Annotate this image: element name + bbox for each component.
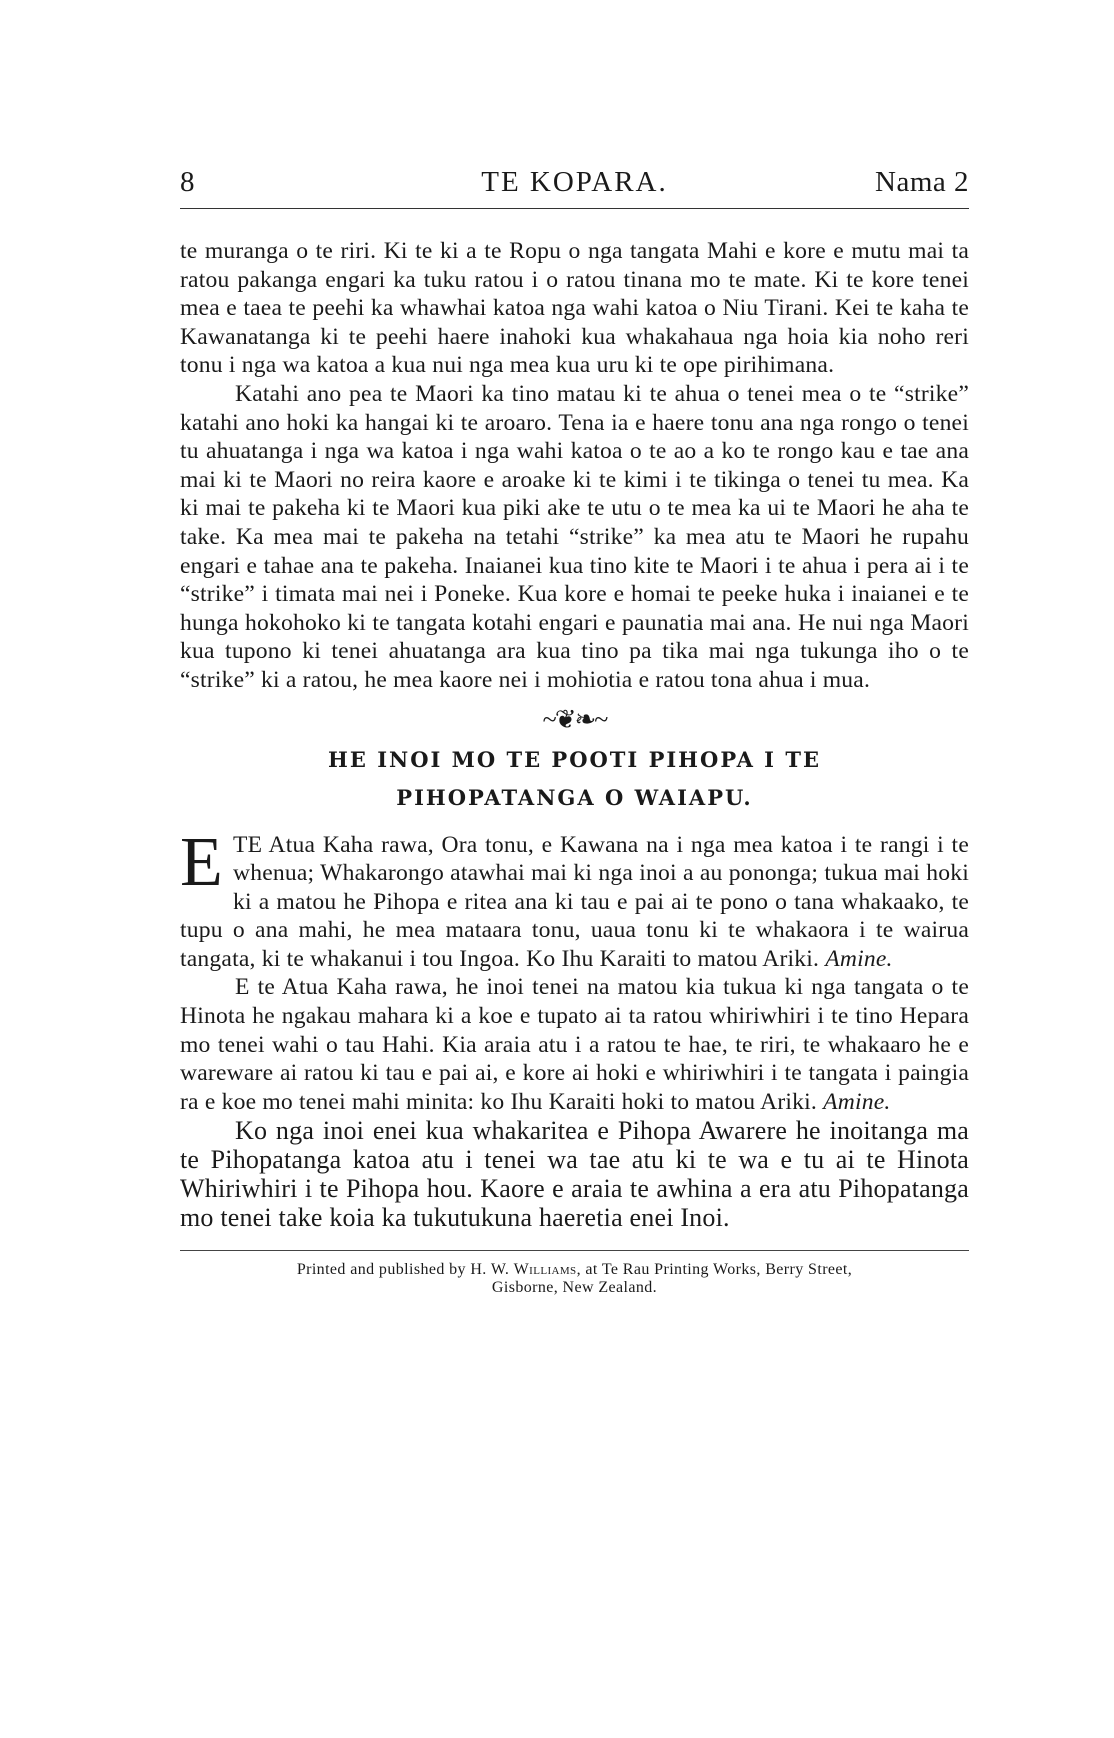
imprint-prefix: Printed and published by H. W. <box>296 1261 514 1279</box>
imprint-suffix: , at Te Rau Printing Works, Berry Street, <box>576 1261 853 1279</box>
section-heading <box>180 741 969 817</box>
paragraph-2: Katahi ano pea te Maori ka tino matau ki te ahua o tenei mea o te “strike” katahi ano hoki ka hangai ki te aroaro. Tena ia e haere tonu ana nga rongo o tenei tu ahuatanga i nga wa katoa i nga wahi katoa o te ao a ko te rongo kau e tae ana mai ki te Maori no reira kaore e aroake ki te kimi i te tikinga o tenei tu mea. Ka ki mai te pakeha ki te Maori kua piki ake te utu o te mea ka ui te Maori he aha te take. Ka mea mai te pakeha na tetahi “strike” ka mea atu te Maori he rupahu engari e tahae ana te pakeha. Inaianei kua tino kite te Maori i te ahua i pera ai i te “strike” i timata mai nei i Poneke. Kua kore e homai te peeke huka i inaianei e te hunga hokohoko ki te tangata kotahi engari e paunatia mai ana. He nui nga Maori kua tupono ki tenei ahuatanga ara kua tino pa tika mai nga tukunga iho o te “strike” ki a ratou, he mea kaore nei i mohiotia e ratou tona ahua i mua. <box>180 380 969 693</box>
prayer-2-text: E te Atua Kaha rawa, he inoi tenei na matou kia tukua ki nga tangata o te Hinota he ngakau mahara ki a koe e tupato ai ta ratou whiriwhiri i te tino Hepara mo tenei wahi o tau Hahi. Kia araia atu i a ratou te hae, te riri, te whakaaro he e wareware ai ratou ki tau e pai ai, e kore ai hoki e whiriwhiri i te tangata i paingia ra e koe mo tenei mahi minita: ko Ihu Karaiti hoki to matou Ariki. <box>180 974 969 1115</box>
running-head <box>180 160 969 204</box>
heading-line-2: PIHOPATANGA O WAIAPU. <box>396 784 753 810</box>
footer-rule <box>180 1250 969 1251</box>
printer-name: Williams <box>513 1261 577 1279</box>
ornament-divider: ~❦❧~ <box>542 704 607 734</box>
closing-paragraph: Ko nga inoi enei kua whakaritea e Pihopa Awarere he inoitanga ma te Pihopatanga katoa atu i tenei wa tae atu ki te wa e tu ai te Hinota Whiriwhiri i te Pihopa hou. Kaore e araia te awhina a era atu Pihopatanga mo tenei take koia ka tukutukuna haeretia enei Inoi. <box>180 1116 969 1233</box>
prayer-2 <box>180 973 969 1116</box>
page-number: 8 <box>180 166 195 198</box>
article-body <box>180 237 969 695</box>
imprint-line-1 <box>180 1261 969 1279</box>
journal-title: TE KOPARA. <box>481 166 668 198</box>
imprint <box>180 1261 969 1297</box>
drop-cap: E <box>180 823 223 901</box>
prayer-1 <box>180 823 969 974</box>
amen-2: Amine. <box>823 1088 891 1115</box>
heading-line-1: HE INOI MO TE POOTI PIHOPA I TE <box>328 746 821 772</box>
amen-1: Amine. <box>825 945 893 972</box>
paragraph-1: te muranga o te riri. Ki te ki a te Ropu o nga tangata Mahi e kore e mutu mai ta ratou pakanga engari ka tuku ratou i o ratou tinana mo te mate. Ki te kore tenei mea e taea te peehi ka whawhai katoa nga wahi katoa o Niu Tirani. Kei te kaha te Kawanatanga ki te peehi haere inahoki kua whakahaua nga hoia kia noho reri tonu i nga wa katoa a kua nui nga mea kua uru ki te ope pirihimana. <box>180 238 969 379</box>
prayer-1-text: TE Atua Kaha rawa, Ora tonu, e Kawana na i nga mea katoa i te rangi i te whenua; Whakarongo atawhai mai ki nga inoi a au pononga; tukua mai hoki ki a matou he Pihopa e ritea ana ki tau e pai ai te pono o tana whakaako, te tupu o ana mahi, he mea mataara tonu, uaua tonu ki te whakaora i te wairua tangata, ki te whakanui i tou Ingoa. Ko Ihu Karaiti to matou Ariki. <box>180 831 969 972</box>
imprint-line-2: Gisborne, New Zealand. <box>491 1279 658 1297</box>
document-page <box>180 160 969 1297</box>
prayers <box>180 823 969 1233</box>
header-rule <box>180 208 969 209</box>
issue-number: Nama 2 <box>875 166 969 198</box>
